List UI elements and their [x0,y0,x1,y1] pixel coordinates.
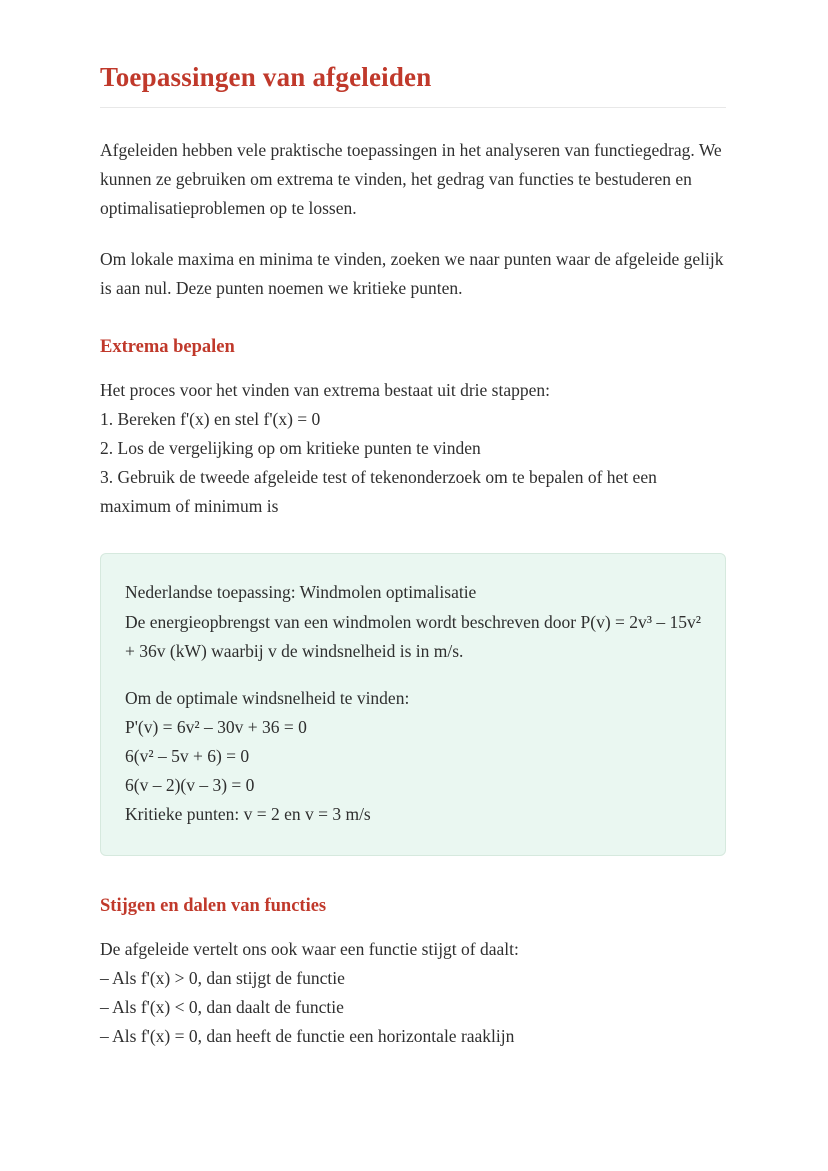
section-heading-extrema: Extrema bepalen [100,337,235,358]
extrema-step-2: 2. Los de vergelijking op om kritieke punten te vinden [100,438,481,459]
stijgen-rule-3: – Als f'(x) = 0, dan heeft de functie een horizontale raaklijn [100,1025,515,1046]
callout-description: De energieopbrengst van een windmolen wordt beschreven door P(v) = 2v³ – 15v² + 36v (kW) waarbij v de windsnelheid is in m/s. [125,611,702,661]
intro-paragraph-1: Afgeleiden hebben vele praktische toepassingen in het analyseren van functiegedrag. We kunnen ze gebruiken om extrema te vinden, het gedrag van functies te bestuderen en optimalisatieproblemen op te lossen. [100,140,722,219]
title-divider [100,107,726,108]
section-heading-stijgen: Stijgen en dalen van functies [100,895,327,916]
callout-critical-points: Kritieke punten: v = 2 en v = 3 m/s [125,803,371,824]
extrema-step-1: 1. Bereken f'(x) en stel f'(x) = 0 [100,409,321,430]
stijgen-intro: De afgeleide vertelt ons ook waar een functie stijgt of daalt: [100,938,519,959]
page-title: Toepassingen van afgeleiden [100,62,432,92]
intro-paragraph-2: Om lokale maxima en minima te vinden, zoeken we naar punten waar de afgeleide gelijk is aan nul. Deze punten noemen we kritieke punten. [100,249,724,299]
callout-equation-1: P'(v) = 6v² – 30v + 36 = 0 [125,716,307,737]
stijgen-lines [100,935,726,1051]
callout-equation-3: 6(v – 2)(v – 3) = 0 [125,774,255,795]
extrema-steps [100,376,726,521]
extrema-steps-intro: Het proces voor het vinden van extrema bestaat uit drie stappen: [100,380,550,401]
extrema-step-3: 3. Gebruik de tweede afgeleide test of tekenonderzoek om te bepalen of het een maximum of minimum is [100,467,657,517]
stijgen-rule-2: – Als f'(x) < 0, dan daalt de functie [100,996,344,1017]
callout-paragraph-gap [125,666,701,684]
callout-equation-2: 6(v² – 5v + 6) = 0 [125,745,250,766]
callout-box [100,553,726,855]
callout-solve-intro: Om de optimale windsnelheid te vinden: [125,687,410,708]
callout-title: Nederlandse toepassing: Windmolen optimalisatie [125,582,477,603]
stijgen-rule-1: – Als f'(x) > 0, dan stijgt de functie [100,967,345,988]
